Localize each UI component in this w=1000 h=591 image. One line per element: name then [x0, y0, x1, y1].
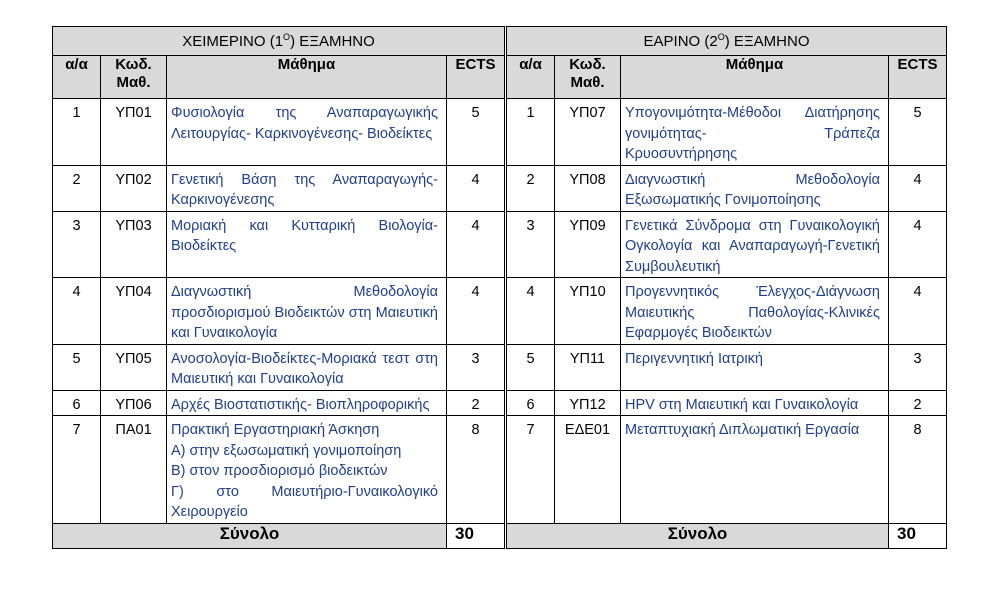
spring-course-ects: 4: [889, 165, 947, 211]
course-name-line: Διαγνωστική Μεθοδολογία προσδιορισμού Βιοδεικτών στη Μαιευτική και Γυναικολογία: [171, 284, 438, 341]
winter-course-ects: 8: [447, 416, 505, 524]
spring-course-ects: 2: [889, 390, 947, 416]
spring-course-ects: 4: [889, 278, 947, 345]
winter-course-name: [167, 165, 447, 211]
spring-course-ects: 8: [889, 416, 947, 524]
course-name-line: HPV στη Μαιευτική και Γυναικολογία: [625, 396, 859, 413]
spring-header-code: Κωδ. Μαθ.: [555, 56, 621, 99]
spring-course-code: ΥΠ09: [555, 211, 621, 278]
course-name-line: Προγεννητικός Έλεγχος-Διάγνωση Μαιευτικής Παθολογίας-Κλινικές Εφαρμογές Βιοδεικτών: [625, 284, 880, 341]
table-row: [53, 165, 947, 211]
spring-row-number: 3: [507, 211, 555, 278]
spring-course-ects: 3: [889, 344, 947, 390]
table-row: [53, 99, 947, 166]
winter-course-name: [167, 344, 447, 390]
spring-course-name: [621, 416, 889, 524]
winter-course-code: ΥΠ05: [101, 344, 167, 390]
spring-course-code: ΥΠ10: [555, 278, 621, 345]
winter-row-number: 5: [53, 344, 101, 390]
spring-semester-title: ΕΑΡΙΝΟ $(2^O)$ ΕΞΑΜΗΝΟ: [507, 27, 947, 56]
winter-course-name: [167, 99, 447, 166]
course-name-line: Πρακτική Εργαστηριακή Άσκηση: [171, 422, 380, 438]
winter-total-label: Σύνολο: [53, 523, 447, 548]
spring-header-ects: ECTS: [889, 56, 947, 99]
spring-total-value: 30: [889, 523, 947, 548]
spring-row-number: 4: [507, 278, 555, 345]
winter-course-ects: 5: [447, 99, 505, 166]
winter-header-code: Κωδ. Μαθ.: [101, 56, 167, 99]
spring-course-code: ΥΠ12: [555, 390, 621, 416]
course-name-line: Διαγνωστική Μεθοδολογία Εξωσωματικής Γονιμοποίησης: [625, 171, 880, 208]
spring-row-number: 1: [507, 99, 555, 166]
spring-row-number: 6: [507, 390, 555, 416]
spring-course-name: [621, 165, 889, 211]
winter-course-ects: 4: [447, 278, 505, 345]
winter-course-code: ΥΠ01: [101, 99, 167, 166]
spring-course-name: [621, 344, 889, 390]
spring-row-number: 5: [507, 344, 555, 390]
spring-course-name: [621, 211, 889, 278]
course-name-line: Μοριακή και Κυτταρική Βιολογία- Βιοδείκτες: [171, 217, 438, 254]
winter-header-num: α/α: [53, 56, 101, 99]
course-name-line: Αρχές Βιοστατιστικής- Βιοπληροφορικής: [171, 396, 430, 413]
course-name-line: Γενετική Βάση της Αναπαραγωγής- Καρκινογένεσης: [171, 171, 438, 208]
spring-course-name: [621, 278, 889, 345]
winter-row-number: 2: [53, 165, 101, 211]
winter-header-course: Μάθημα: [167, 56, 447, 99]
spring-course-ects: 5: [889, 99, 947, 166]
winter-course-name: [167, 416, 447, 524]
winter-course-ects: 3: [447, 344, 505, 390]
course-name-line: Περιγεννητική Ιατρική: [625, 350, 763, 367]
spring-course-name: [621, 390, 889, 416]
course-name-line: Γ) στο Μαιευτήριο-Γυναικολογικό Χειρουργείο: [171, 483, 438, 520]
course-name-line: Μεταπτυχιακή Διπλωματική Εργασία: [625, 422, 860, 438]
winter-course-ects: 4: [447, 165, 505, 211]
winter-row-number: 1: [53, 99, 101, 166]
course-name-line: Υπογονιμότητα-Μέθοδοι Διατήρησης γονιμότητας- Τράπεζα Κρυοσυντήρησης: [625, 105, 880, 162]
spring-course-name: [621, 99, 889, 166]
winter-course-name: [167, 278, 447, 345]
spring-header-num: α/α: [507, 56, 555, 99]
spring-course-code: ΥΠ11: [555, 344, 621, 390]
winter-row-number: 3: [53, 211, 101, 278]
table-row: [53, 278, 947, 345]
spring-row-number: 2: [507, 165, 555, 211]
table-row: [53, 416, 947, 524]
spring-total-label: Σύνολο: [507, 523, 889, 548]
course-name-line: Β) στον προσδιορισμό βιοδεικτών: [171, 463, 388, 479]
course-name-line: Γενετικά Σύνδρομα στη Γυναικολογική Ογκολογία και Αναπαραγωγή-Γενετική Συμβουλευτική: [625, 217, 880, 275]
winter-course-code: ΥΠ03: [101, 211, 167, 278]
spring-course-code: ΥΠ07: [555, 99, 621, 166]
table-row: [53, 390, 947, 416]
course-name-line: Α) στην εξωσωματική γονιμοποίηση: [171, 442, 402, 459]
spring-course-code: ΥΠ08: [555, 165, 621, 211]
winter-header-ects: ECTS: [447, 56, 505, 99]
winter-course-code: ΥΠ04: [101, 278, 167, 345]
winter-course-code: ΥΠ02: [101, 165, 167, 211]
table-row: [53, 211, 947, 278]
winter-course-code: ΥΠ06: [101, 390, 167, 416]
winter-semester-title: ΧΕΙΜΕΡΙΝΟ $(1^O)$ ΕΞΑΜΗΝΟ: [53, 27, 505, 56]
course-name-line: Ανοσολογία-Βιοδείκτες-Μοριακά τεστ στη Μαιευτική και Γυναικολογία: [171, 350, 438, 387]
winter-course-name: [167, 390, 447, 416]
winter-row-number: 7: [53, 416, 101, 524]
winter-total-value: 30: [447, 523, 505, 548]
curriculum-table: [52, 26, 947, 549]
winter-row-number: 6: [53, 390, 101, 416]
winter-course-ects: 2: [447, 390, 505, 416]
winter-course-ects: 4: [447, 211, 505, 278]
winter-course-code: ΠΑ01: [101, 416, 167, 524]
winter-course-name: [167, 211, 447, 278]
table-row: [53, 344, 947, 390]
spring-course-ects: 4: [889, 211, 947, 278]
course-name-line: Φυσιολογία της Αναπαραγωγικής Λειτουργίας- Καρκινογένεσης- Βιοδείκτες: [171, 105, 438, 142]
spring-row-number: 7: [507, 416, 555, 524]
spring-header-course: Μάθημα: [621, 56, 889, 99]
spring-course-code: ΕΔΕ01: [555, 416, 621, 524]
winter-row-number: 4: [53, 278, 101, 345]
